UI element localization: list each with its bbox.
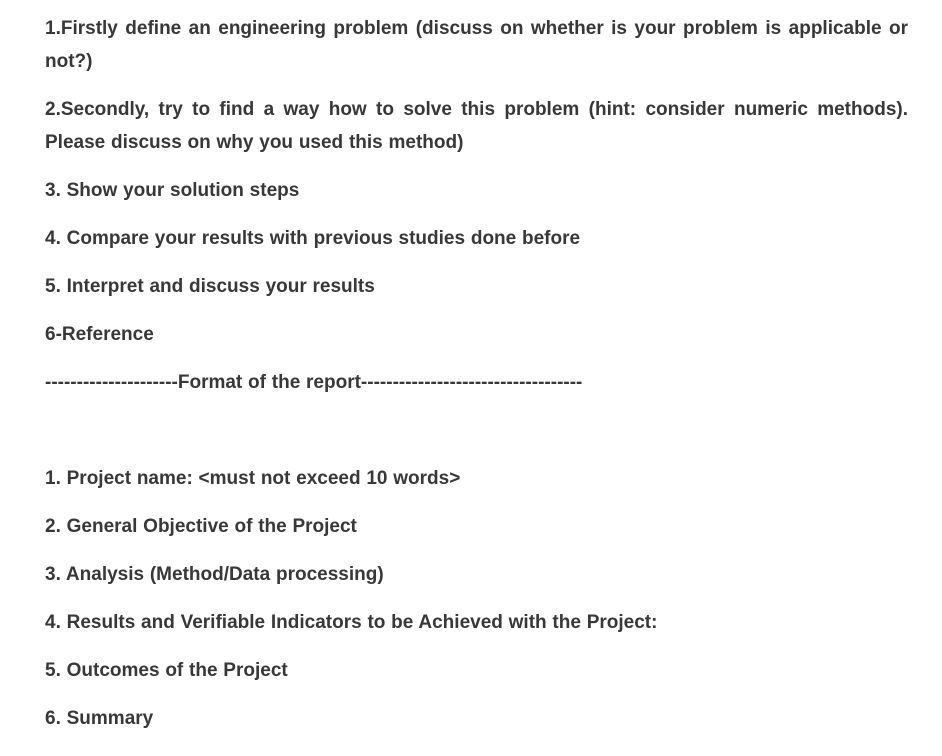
paragraph: 2. General Objective of the Project: [45, 516, 357, 537]
blank-paragraph: [45, 414, 908, 447]
paragraph: 6. Summary: [45, 708, 154, 729]
paragraph: 5. Interpret and discuss your results: [45, 276, 375, 297]
paragraph: 3. Show your solution steps: [45, 180, 300, 201]
paragraph: ---------------------Format of the report-----------------------------------: [45, 372, 583, 393]
paragraph: 1.Firstly define an engineering problem (discuss on whether is your problem is applicable or not?): [45, 18, 908, 72]
paragraph: 3. Analysis (Method/Data processing): [45, 564, 384, 585]
paragraph: 4. Results and Verifiable Indicators to be Achieved with the Project:: [45, 612, 658, 633]
paragraph: 5. Outcomes of the Project: [45, 660, 288, 681]
paragraph: 6-Reference: [45, 324, 154, 345]
paragraph: 4. Compare your results with previous studies done before: [45, 228, 581, 249]
document-body: [45, 12, 908, 735]
paragraph: 1. Project name: <must not exceed 10 words>: [45, 468, 461, 489]
paragraph: 2.Secondly, try to find a way how to solve this problem (hint: consider numeric methods). Please discuss on why you used this method): [45, 99, 908, 153]
